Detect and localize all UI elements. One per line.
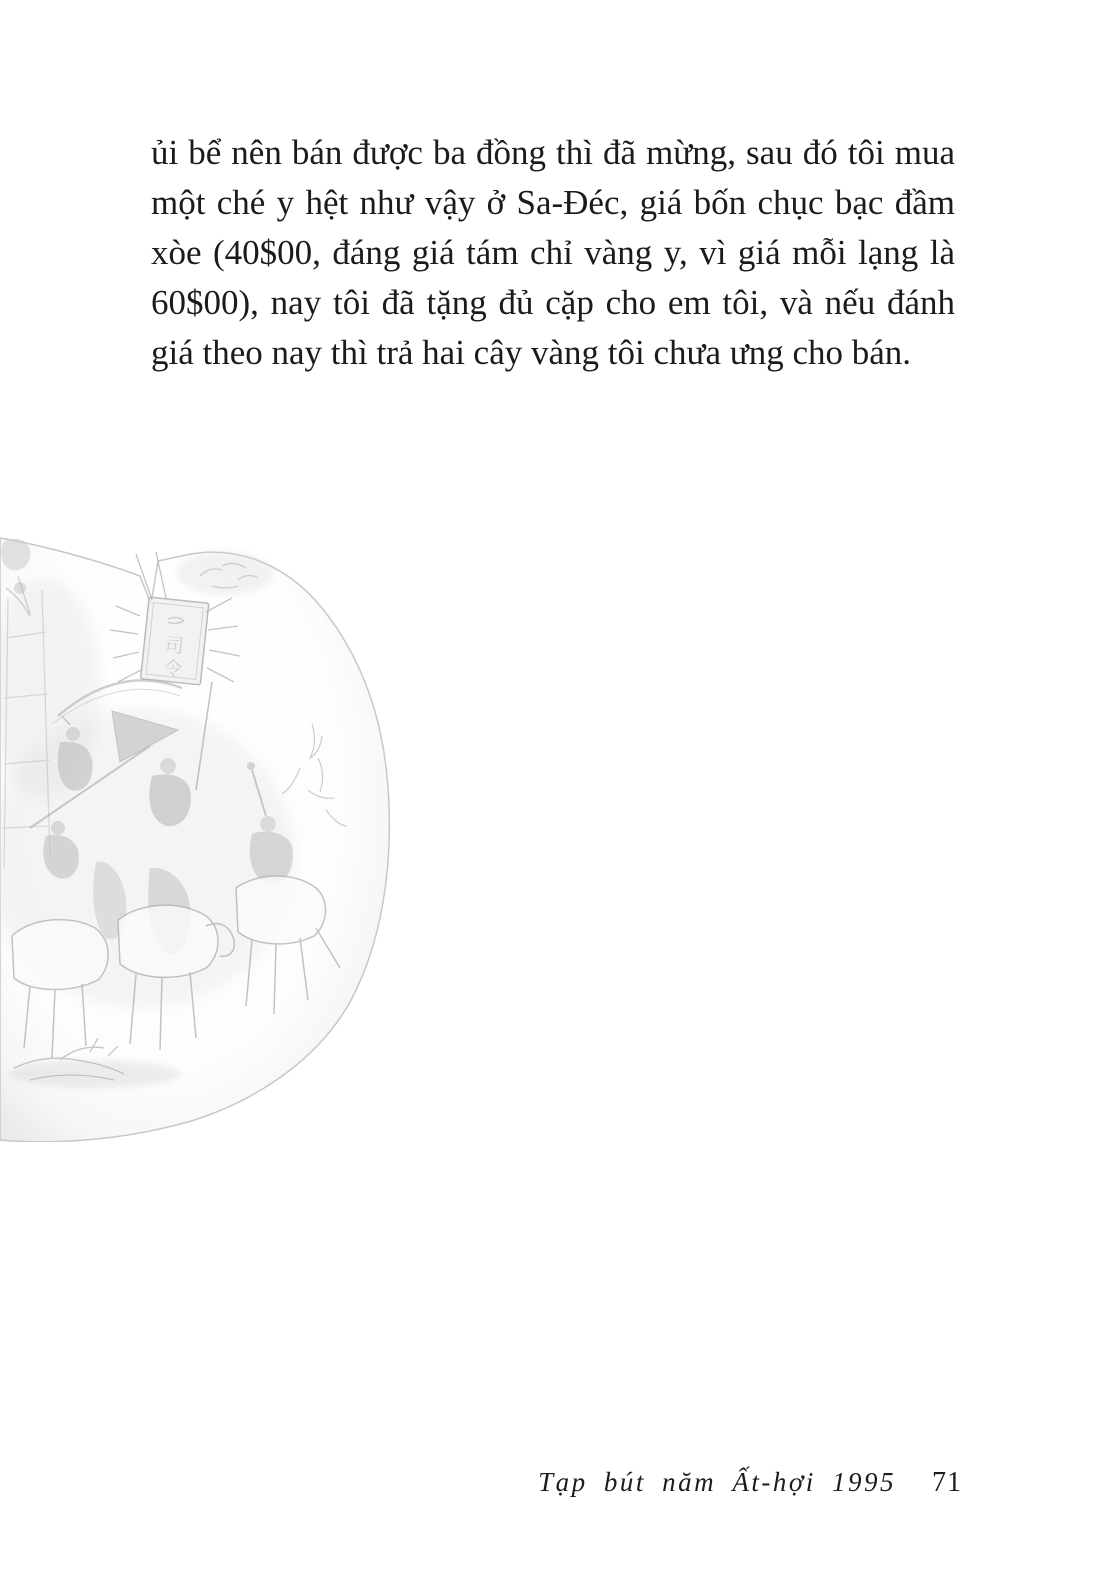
paragraph-line: ủi bể nên bán được ba đồng thì đã mừng, sau đó tôi mua bbox=[151, 133, 955, 172]
body-paragraph bbox=[151, 128, 955, 378]
paragraph-line: xòe (40$00, đáng giá tám chỉ vàng y, vì giá mỗi lạng là bbox=[151, 233, 955, 272]
page-number: 71 bbox=[932, 1467, 962, 1498]
broken-jar-figure bbox=[0, 528, 392, 1142]
banner-character: 司 bbox=[163, 634, 185, 658]
paragraph-line: giá theo nay thì trả hai cây vàng tôi chưa ưng cho bán. bbox=[151, 333, 912, 372]
banner-character: 令 bbox=[162, 657, 184, 681]
broken-jar-illustration bbox=[0, 528, 392, 1142]
command-banner bbox=[141, 597, 209, 685]
running-title: Tạp bút năm Ất-hợi 1995 bbox=[538, 1467, 896, 1497]
paragraph-line: 60$00), nay tôi đã tặng đủ cặp cho em tôi, và nếu đánh bbox=[151, 283, 955, 322]
paragraph-line: một ché y hệt như vậy ở Sa-Đéc, giá bốn chục bạc đầm bbox=[151, 183, 955, 222]
page-footer bbox=[150, 1467, 962, 1499]
